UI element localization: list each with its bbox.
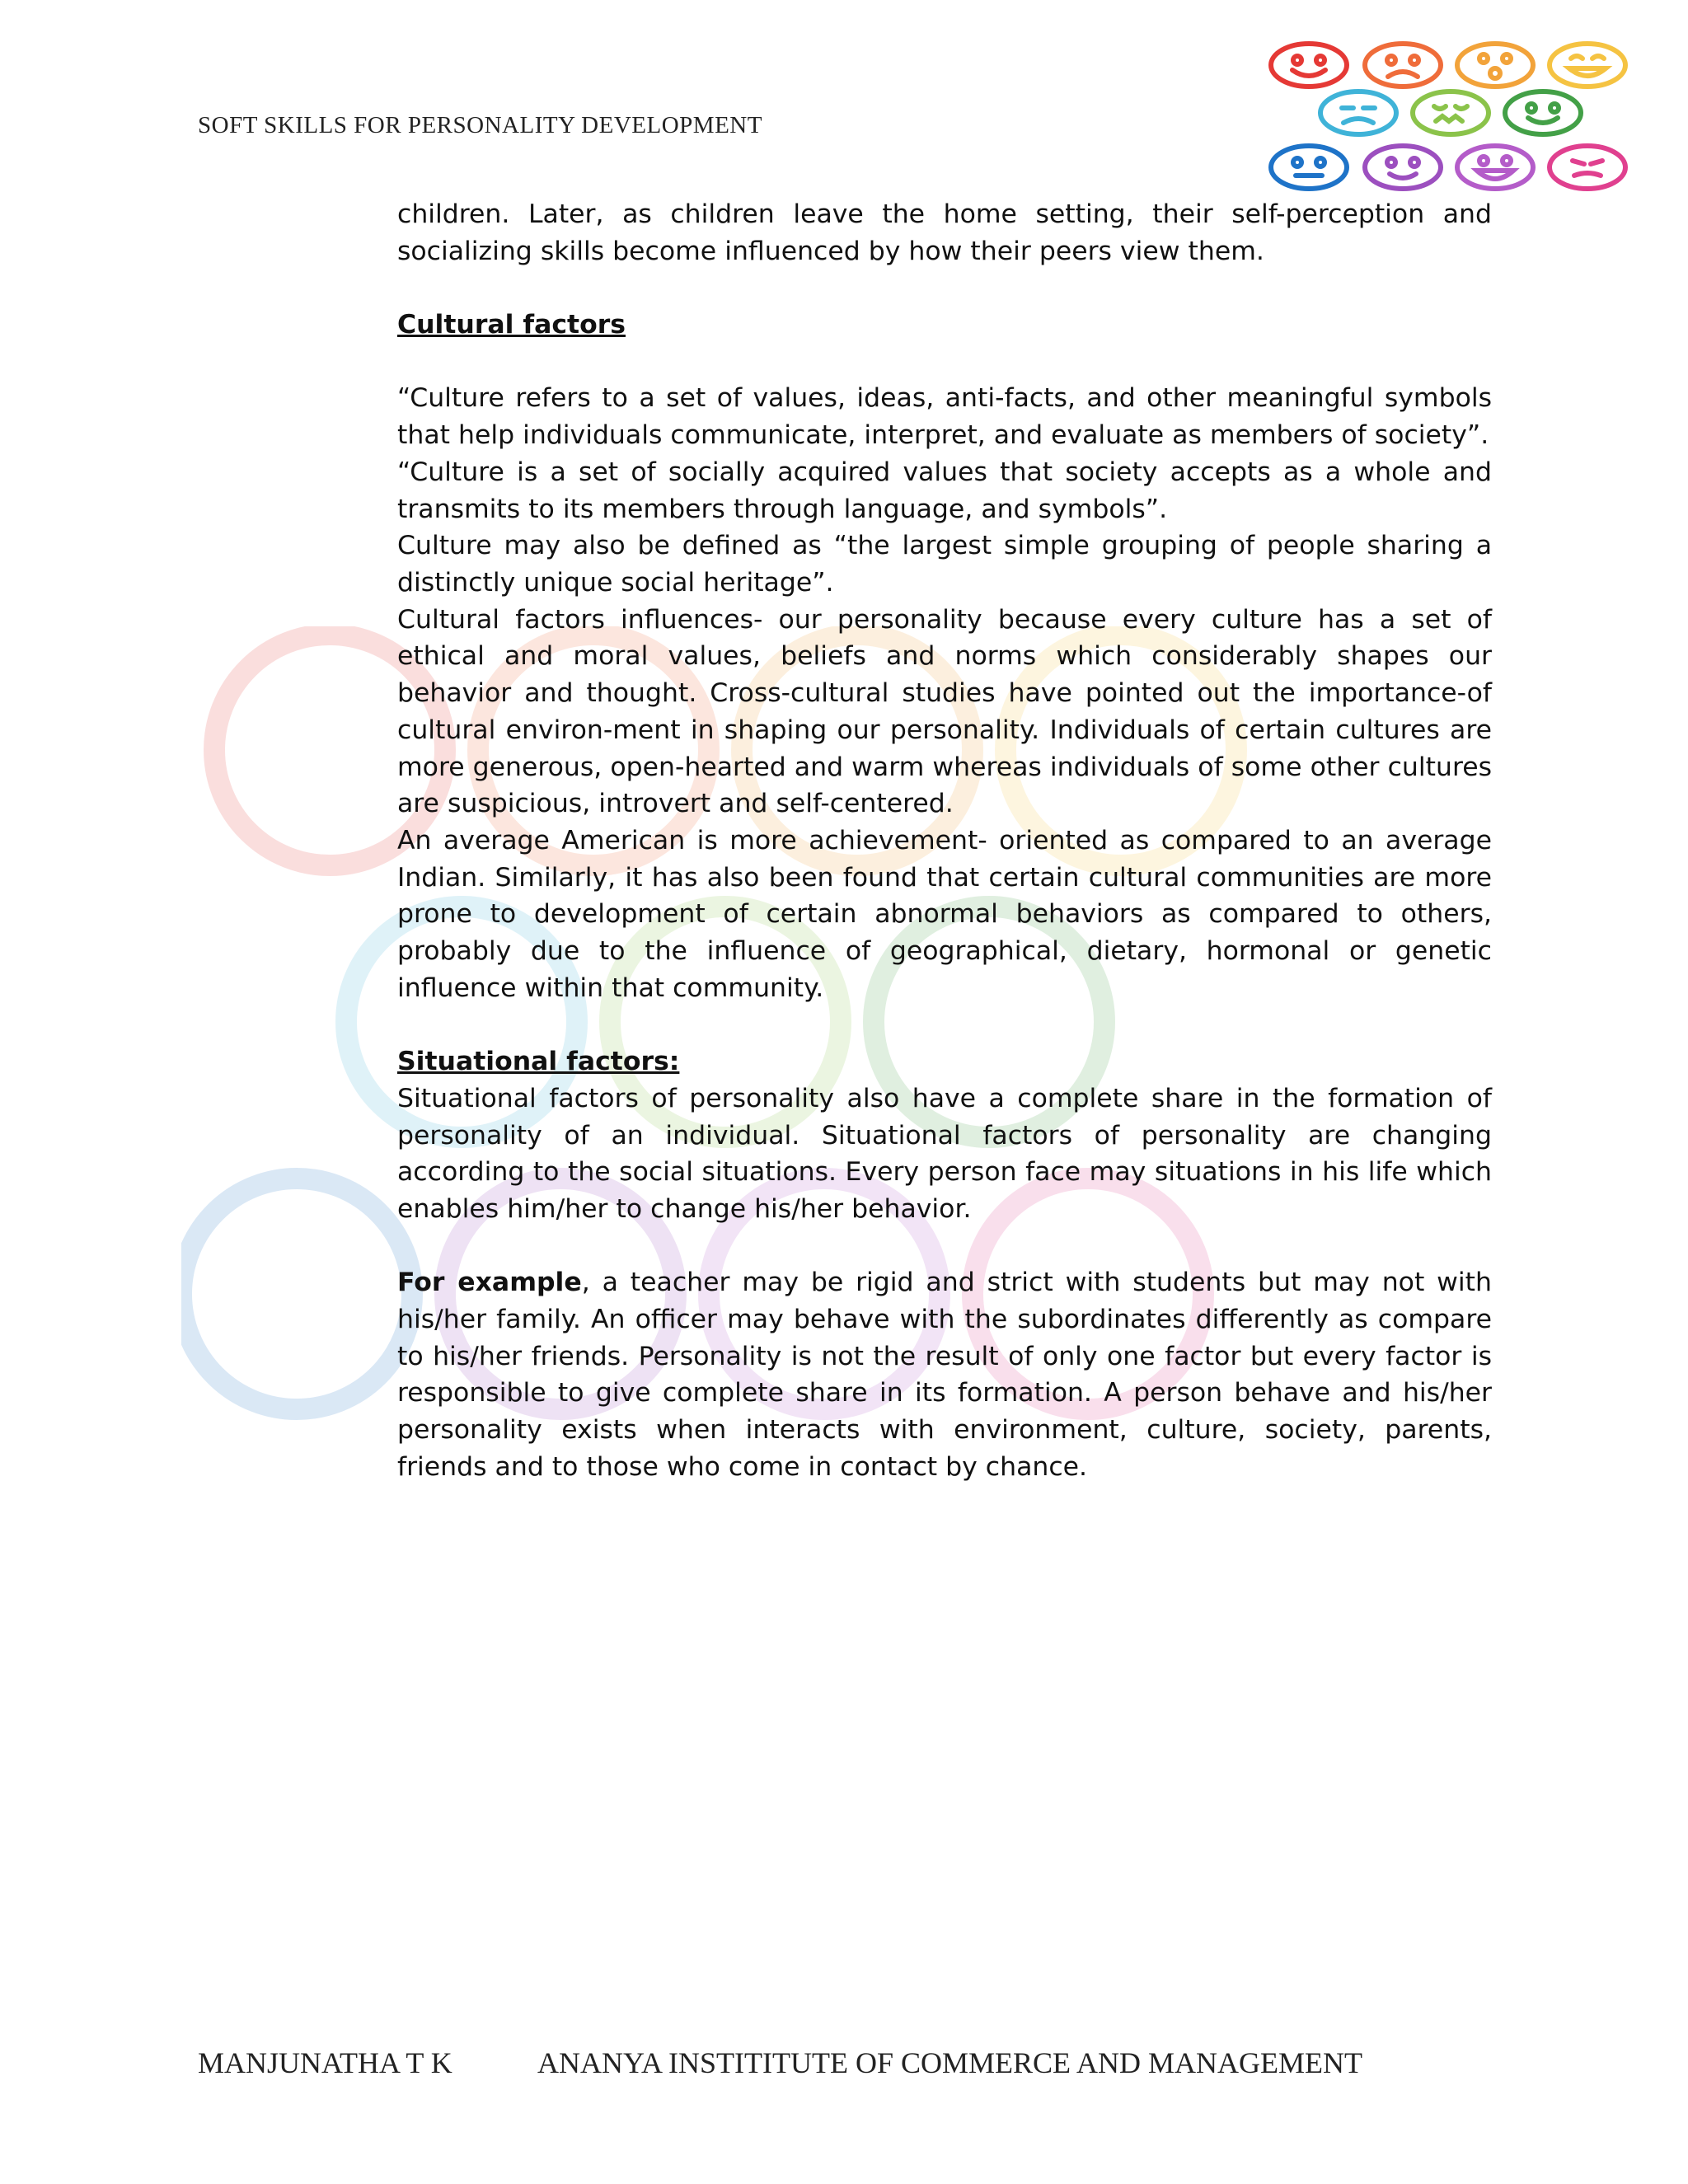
- smiley-faces-logo-icon: [1261, 37, 1657, 202]
- cultural-paragraph-2: An average American is more achievement- oriented as compared to an average Indian. Similarly, it has also been found that certain cultural communities are more prone to development of certain abnormal behaviors as compared to others, probably due to the influence of geographical, dietary, hormonal or genetic influence within that community.: [397, 825, 1492, 1003]
- culture-definition-1: “Culture refers to a set of values, ideas, anti-facts, and other meaningful symbols that help individuals communicate, interpret, and evaluate as members of society”.: [397, 383, 1492, 451]
- page-body: [397, 196, 1492, 1486]
- situational-paragraph: Situational factors of personality also have a complete share in the formation of personality of an individual. Situational factors of personality are changing according to the social situations. Every person face may situations in his life which enables him/her to change his/her behavior.: [397, 1083, 1492, 1224]
- example-lead: For example: [397, 1268, 582, 1298]
- intro-paragraph: children. Later, as children leave the home setting, their self-perception and socializing skills become influenced by how their peers view them.: [397, 199, 1492, 266]
- example-paragraph: [397, 1264, 1492, 1485]
- situational-factors-heading: Situational factors:: [397, 1047, 680, 1077]
- footer-institute: ANANYA INSTITITUTE OF COMMERCE AND MANAGEMENT: [537, 2046, 1362, 2079]
- cultural-factors-heading: Cultural factors: [397, 310, 626, 340]
- footer-author: MANJUNATHA T K: [198, 2046, 452, 2079]
- culture-definition-2: “Culture is a set of socially acquired values that society accepts as a whole and transmits to its members through language, and symbols”.: [397, 457, 1492, 524]
- culture-definition-3: Culture may also be defined as “the largest simple grouping of people sharing a distinctly unique social heritage”.: [397, 531, 1492, 598]
- cultural-paragraph-1: Cultural factors influences- our personality because every culture has a set of ethical and moral values, beliefs and norms which considerably shapes our behavior and thought. Cross-cultural studies have pointed out the importance-of cultural environ-ment in shaping our personality. Individuals of certain cultures are more generous, open-hearted and warm whereas individuals of some other cultures are suspicious, introvert and self-centered.: [397, 604, 1492, 819]
- example-text: , a teacher may be rigid and strict with students but may not with his/her family. An officer may behave with the subordinates differently as compare to his/her friends. Personality is not the result of only one factor but every factor is responsible to give complete share in its formation. A person behave and his/her personality exists when interacts with environment, culture, society, parents, friends and to those who come in contact by chance.: [397, 1268, 1492, 1482]
- page-footer: [198, 2046, 1362, 2080]
- running-header: SOFT SKILLS FOR PERSONALITY DEVELOPMENT: [198, 112, 762, 138]
